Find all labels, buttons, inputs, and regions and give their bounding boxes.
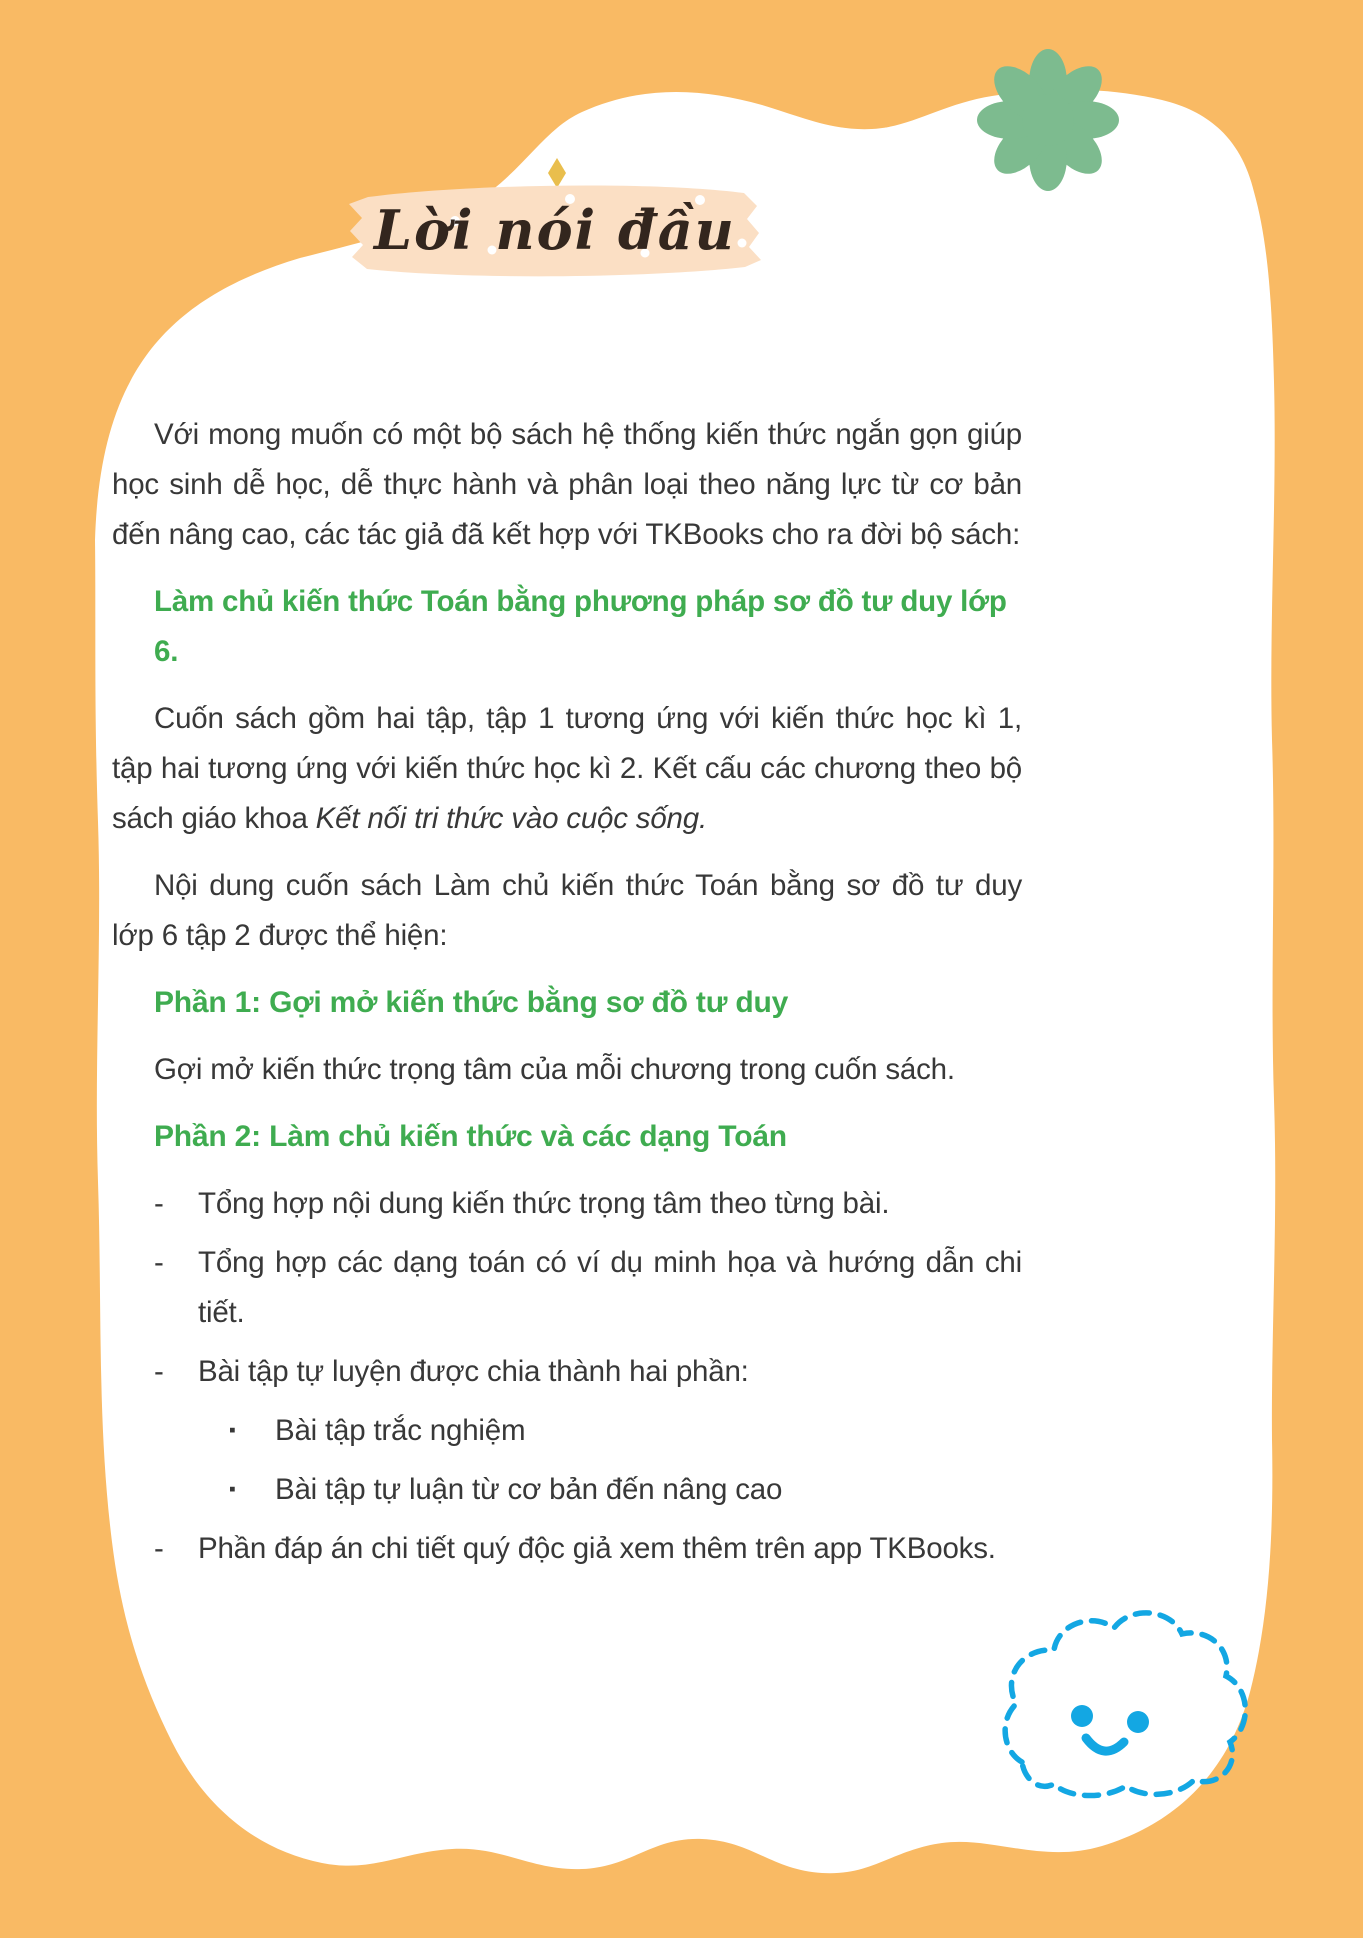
dash-bullet: -: [154, 1532, 164, 1565]
list-item: [112, 1179, 1022, 1229]
section2-heading: Phần 2: Làm chủ kiến thức và các dạng Toán: [154, 1120, 787, 1153]
dash-bullet: -: [154, 1187, 164, 1220]
cloud-eye-right: [1127, 1711, 1149, 1733]
square-bullet: ▪: [229, 1479, 236, 1500]
structure-paragraph: Nội dung cuốn sách Làm chủ kiến thức Toán bằng sơ đồ tư duy lớp 6 tập 2 được thể hiện:: [112, 869, 1022, 952]
preface-content: [112, 410, 1022, 1583]
cloud-eye-left: [1071, 1705, 1093, 1727]
list-item-text: Phần đáp án chi tiết quý độc giả xem thêm trên app TKBooks.: [198, 1532, 996, 1565]
list-item-text: Bài tập tự luận từ cơ bản đến nâng cao: [275, 1473, 783, 1506]
list-item-text: Tổng hợp nội dung kiến thức trọng tâm theo từng bài.: [198, 1187, 890, 1220]
square-bullet: ▪: [229, 1420, 236, 1441]
sub-list-item: [112, 1465, 1022, 1515]
intro-paragraph: Với mong muốn có một bộ sách hệ thống kiến thức ngắn gọn giúp học sinh dễ học, dễ thực hành và phân loại theo năng lực từ cơ bản đến nâng cao, các tác giả đã kết hợp với TKBooks cho ra đời bộ sách:: [112, 418, 1022, 551]
list-item-text: Tổng hợp các dạng toán có ví dụ minh họa và hướng dẫn chi tiết.: [198, 1246, 1022, 1329]
page-title: Lời nói đầu: [374, 198, 736, 262]
section1-heading: Phần 1: Gợi mở kiến thức bằng sơ đồ tư duy: [154, 986, 789, 1019]
dash-bullet: -: [154, 1246, 164, 1279]
book-title: Làm chủ kiến thức Toán bằng phương pháp sơ đồ tư duy lớp 6.: [154, 585, 1007, 668]
list-item-text: Bài tập tự luyện được chia thành hai phần:: [198, 1355, 749, 1388]
sub-list-item: [112, 1406, 1022, 1456]
features-list: [112, 1179, 1022, 1574]
volumes-text: Cuốn sách gồm hai tập, tập 1 tương ứng với kiến thức học kì 1, tập hai tương ứng với kiến thức học kì 2. Kết cấu các chương theo bộ sách giáo khoa: [112, 702, 1022, 835]
textbook-title: Kết nối tri thức vào cuộc sống.: [315, 802, 707, 835]
dash-bullet: -: [154, 1355, 164, 1388]
volumes-paragraph: [112, 694, 1022, 844]
list-item: [112, 1238, 1022, 1338]
list-item-text: Bài tập trắc nghiệm: [275, 1414, 526, 1447]
list-item: [112, 1347, 1022, 1397]
flower-icon: [977, 49, 1119, 191]
list-item: [112, 1524, 1022, 1574]
section1-body: Gợi mở kiến thức trọng tâm của mỗi chương trong cuốn sách.: [154, 1053, 955, 1086]
